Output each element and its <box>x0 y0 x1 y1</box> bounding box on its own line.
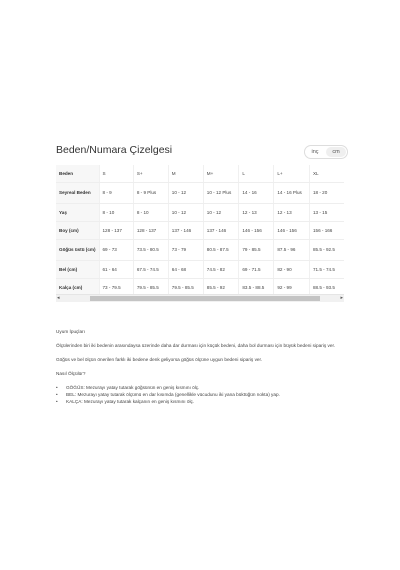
row-label: Göğüs üstü (cm) <box>56 240 99 261</box>
scroll-left-icon[interactable]: ◂ <box>57 295 60 301</box>
table-cell: L+ <box>274 165 310 183</box>
row-label: Beden <box>56 165 99 183</box>
table-cell: 146 - 156 <box>239 222 274 240</box>
table-cell: 79.5 - 85.5 <box>168 279 203 297</box>
table-cell: XL <box>309 165 344 183</box>
table-scrollbar[interactable] <box>56 294 344 302</box>
table-cell: 82 - 90 <box>274 261 310 279</box>
table-cell: 128 - 137 <box>133 222 168 240</box>
measure-item-hip: • KALÇA: Mezurayı yatay tutarak kalçanın en geniş kısmını ölç. <box>56 398 346 405</box>
scroll-right-icon[interactable]: ▸ <box>340 295 343 301</box>
table-cell: 71.5 - 74.5 <box>309 261 344 279</box>
scroll-thumb[interactable] <box>90 296 320 301</box>
tips-paragraph-2: Göğüs ve bel ölçün önerilen farklı iki bedene denk geliyorsa göğüs ölçüne uygun bedeni sipariş ver. <box>56 357 263 362</box>
table-cell: 73.5 - 80.5 <box>133 240 168 261</box>
table-cell: 85.5 - 92 <box>203 279 239 297</box>
table-cell: 8 - 9 Plus <box>133 183 168 204</box>
table-cell: 128 - 137 <box>99 222 133 240</box>
row-label: Boy (cm) <box>56 222 99 240</box>
measure-item-waist: • BEL: Mezurayı yatay tutarak ölçümü en dar kısımda (genellikle vücudunu iki yana büktüğün nokta) yap. <box>56 391 346 398</box>
table-cell: 13 - 15 <box>309 204 344 222</box>
table-cell: 12 - 13 <box>274 204 310 222</box>
table-cell: 14 - 16 <box>239 183 274 204</box>
table-cell: 69 - 71.5 <box>239 261 274 279</box>
page-title: Beden/Numara Çizelgesi <box>56 144 173 156</box>
tips-paragraph-1: Ölçülerinden biri iki bedenin arasındaysa üzerinde daha dar durması için küçük bedeni, daha bol durması için büyük bedeni sipariş ver. <box>56 343 336 348</box>
table-row <box>56 183 344 204</box>
unit-inch-option[interactable]: inç <box>311 149 319 155</box>
table-cell: 80.5 - 87.5 <box>203 240 239 261</box>
table-cell: 73 - 79 <box>168 240 203 261</box>
table-cell: 74.5 - 82 <box>203 261 239 279</box>
table-row <box>56 222 344 240</box>
table-cell: M+ <box>203 165 239 183</box>
table-cell: 67.5 - 74.5 <box>133 261 168 279</box>
table-cell: 92 - 99 <box>274 279 310 297</box>
how-to-measure-heading: Nasıl Ölçülür? <box>56 371 86 376</box>
measure-list <box>56 384 346 405</box>
table-cell: 14 - 16 Plus <box>274 183 310 204</box>
table-row <box>56 204 344 222</box>
table-cell: 85.5 - 92.5 <box>309 240 344 261</box>
row-label: Seyreal Beden <box>56 183 99 204</box>
tips-heading: Uyum İpuçları <box>56 329 85 334</box>
table-cell: 64 - 68 <box>168 261 203 279</box>
unit-cm-option[interactable]: cm <box>326 147 346 157</box>
fit-tips <box>56 328 346 405</box>
table-cell: 12 - 13 <box>239 204 274 222</box>
table-cell: M <box>168 165 203 183</box>
table-cell: 88.5 - 93.5 <box>309 279 344 297</box>
row-label: Bel (cm) <box>56 261 99 279</box>
table-cell: 79.5 - 85.5 <box>133 279 168 297</box>
table-cell: 137 - 146 <box>203 222 239 240</box>
measure-item-chest: • GÖĞÜS: Mezurayı yatay tutarak göğsünün en geniş kısmını ölç. <box>56 384 346 391</box>
table-cell: 69 - 73 <box>99 240 133 261</box>
table-cell: S <box>99 165 133 183</box>
table-cell: 137 - 146 <box>168 222 203 240</box>
table-row <box>56 165 344 183</box>
table-cell: 10 - 12 Plus <box>203 183 239 204</box>
table-cell: 10 - 12 <box>168 204 203 222</box>
table-cell: 8 - 9 <box>99 183 133 204</box>
row-label: Yaş <box>56 204 99 222</box>
size-table <box>56 165 344 297</box>
table-cell: 146 - 156 <box>274 222 310 240</box>
table-cell: 73 - 79.5 <box>99 279 133 297</box>
table-cell: 10 - 12 <box>168 183 203 204</box>
table-row <box>56 240 344 261</box>
table-cell: 61 - 64 <box>99 261 133 279</box>
table-row <box>56 261 344 279</box>
table-cell: 83.5 - 88.5 <box>239 279 274 297</box>
table-cell: 87.5 - 96 <box>274 240 310 261</box>
table-cell: 156 - 166 <box>309 222 344 240</box>
unit-toggle[interactable] <box>304 145 348 159</box>
table-cell: 79 - 85.5 <box>239 240 274 261</box>
size-table-container[interactable] <box>56 165 344 302</box>
table-cell: 10 - 12 <box>203 204 239 222</box>
table-cell: L <box>239 165 274 183</box>
table-cell: 8 - 10 <box>99 204 133 222</box>
table-cell: 18 - 20 <box>309 183 344 204</box>
table-cell: 8 - 10 <box>133 204 168 222</box>
table-cell: S+ <box>133 165 168 183</box>
row-label: Kalça (cm) <box>56 279 99 297</box>
